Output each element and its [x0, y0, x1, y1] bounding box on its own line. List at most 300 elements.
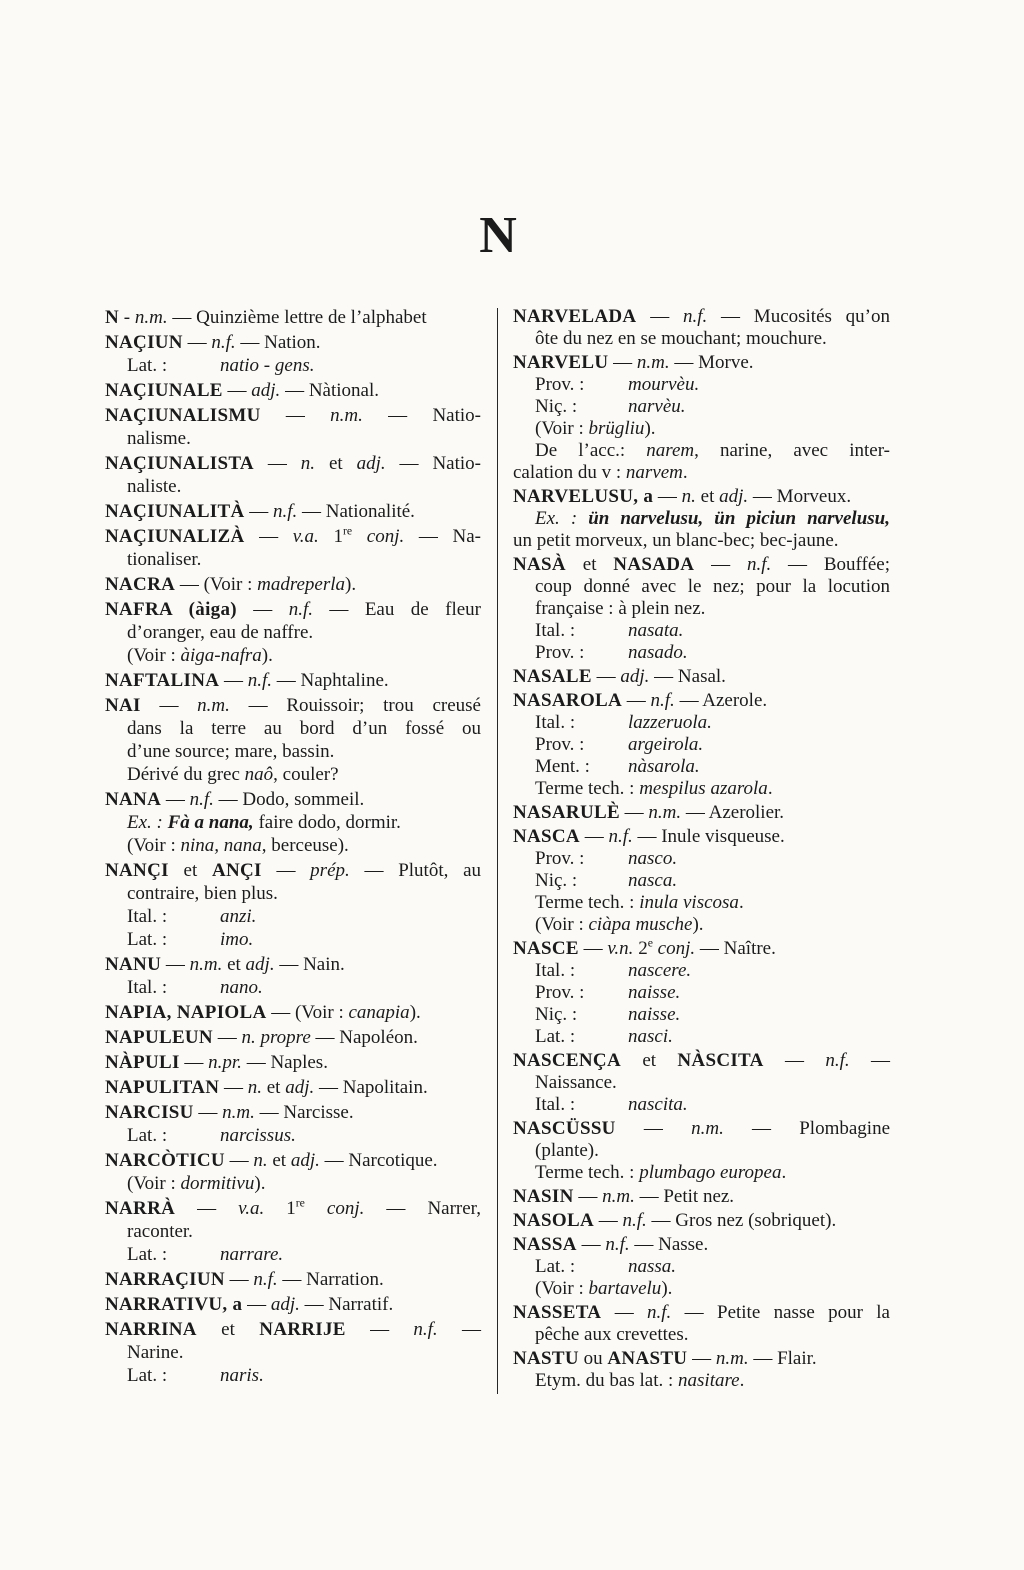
text-segment: De l’acc.: [535, 440, 647, 461]
text-segment: n.f. [247, 670, 273, 691]
entry-headword: N [105, 307, 120, 328]
text-segment: n.f. [622, 1210, 647, 1231]
text-segment: re [342, 524, 353, 538]
text-segment: n.f. [746, 554, 772, 575]
entry-line [513, 1140, 890, 1162]
text-segment: n.m. [189, 954, 223, 975]
text-segment: naliste. [127, 476, 182, 497]
entry-line [105, 1364, 481, 1387]
text-segment: — [161, 954, 190, 975]
text-segment: ). [409, 1002, 421, 1023]
text-segment: n.m. [691, 1118, 724, 1139]
text-segment: plumbago europea [639, 1162, 782, 1183]
text-segment: — [161, 789, 190, 810]
entry-line [513, 848, 890, 870]
text-segment: narrare. [220, 1244, 284, 1265]
text-segment: — Natio- [385, 453, 481, 474]
entry-line [513, 1162, 890, 1184]
dictionary-entry [105, 694, 481, 786]
text-segment: — [591, 666, 621, 687]
text-segment: n. propre [241, 1027, 311, 1048]
text-segment: et [262, 1077, 286, 1098]
language-label: Lat. : [127, 1125, 168, 1146]
text-segment: — Plombagine [723, 1118, 890, 1139]
entry-headword: NASARULÈ [513, 802, 620, 823]
entry-line [513, 1256, 890, 1278]
language-label: Lat. : [127, 1244, 168, 1265]
entry-headword: NASOLA [513, 1210, 594, 1231]
entry-line [513, 1072, 890, 1094]
text-segment: ). [254, 1173, 266, 1194]
text-segment: ). [345, 574, 357, 595]
text-segment: n.m. [197, 695, 230, 716]
dictionary-entry [513, 1210, 890, 1232]
entry-line-head [105, 331, 481, 354]
text-segment: n.f. [608, 826, 633, 847]
text-segment: — [608, 352, 637, 373]
text-segment: canapia [348, 1002, 410, 1023]
entry-line [513, 892, 890, 914]
text-segment: n.m. [330, 405, 363, 426]
entry-headword: NAPULITAN [105, 1077, 220, 1098]
text-segment: adj. [285, 1077, 315, 1098]
dictionary-entry [513, 352, 890, 484]
dictionary-entry [105, 1149, 481, 1195]
entry-headword: NAPIA, NAPIOLA [105, 1002, 267, 1023]
text-segment: — Napolitain. [314, 1077, 428, 1098]
dictionary-entry [105, 1101, 481, 1147]
entry-headword: NAÇIUNALITÀ [105, 501, 245, 522]
entry-headword: ANASTU [607, 1348, 688, 1369]
text-segment: — (Voir : [175, 574, 258, 595]
entry-line [105, 475, 481, 498]
text-segment: (Voir : [535, 1278, 589, 1299]
text-segment: - [119, 307, 135, 328]
text-segment: — [260, 405, 331, 426]
entry-line [513, 712, 890, 734]
text-segment: argeirola. [628, 734, 704, 755]
entry-headword: NASSA [513, 1234, 577, 1255]
text-segment: — [224, 1269, 254, 1290]
entry-line-head [513, 1050, 890, 1072]
text-segment: n.f. [605, 1234, 630, 1255]
entry-line-head [513, 666, 890, 688]
entry-headword: NARRÀ [105, 1198, 176, 1219]
entry-line [513, 1026, 890, 1048]
entry-line [105, 976, 481, 999]
dictionary-entry [513, 938, 890, 1048]
entry-headword: NARRATIVU, a [105, 1294, 243, 1315]
entry-line-head [513, 1118, 890, 1140]
entry-line [105, 1341, 481, 1364]
entry-line-head [105, 500, 481, 523]
text-segment: — [212, 1027, 242, 1048]
text-segment: nasco. [628, 848, 678, 869]
text-segment: calation du v : [513, 462, 626, 483]
text-segment: — Dodo, sommeil. [213, 789, 365, 810]
text-segment: adj. [290, 1150, 320, 1171]
entry-line-head [105, 379, 481, 402]
entry-line [513, 1278, 890, 1300]
text-segment: conj. [657, 938, 696, 959]
text-segment: — [224, 1150, 254, 1171]
text-segment: Dérivé du grec [127, 764, 245, 785]
text-segment: nalisme. [127, 428, 191, 449]
text-segment: nano. [220, 977, 263, 998]
language-label: Prov. : [535, 982, 585, 1003]
text-segment: — Petite nasse pour la [671, 1302, 890, 1323]
entry-line [105, 644, 481, 667]
text-segment: Naissance. [535, 1072, 617, 1093]
entry-line-head [105, 573, 481, 596]
text-segment: d’oranger, eau de naffre. [127, 622, 314, 643]
language-label: Lat. : [127, 355, 168, 376]
text-segment: . [781, 1162, 787, 1183]
text-segment: — Napoléon. [310, 1027, 418, 1048]
dictionary-entry [513, 826, 890, 936]
entry-line [513, 870, 890, 892]
dictionary-entry [513, 1050, 890, 1116]
text-segment: (Voir : [127, 645, 181, 666]
text-segment: — [849, 1050, 891, 1071]
entry-line [105, 717, 481, 740]
entry-line-head [105, 1101, 481, 1124]
text-segment: conj. [366, 526, 405, 547]
text-segment: . [739, 1370, 745, 1391]
language-label: Prov. : [535, 848, 585, 869]
text-segment: n.m. [222, 1102, 255, 1123]
entry-headword: NARRIJE [259, 1319, 346, 1340]
text-segment: et [168, 860, 212, 881]
text-segment: naô [244, 764, 274, 785]
text-segment: narvèu. [628, 396, 686, 417]
column-divider [497, 308, 498, 1394]
text-segment: — [601, 1302, 648, 1323]
dictionary-entry [105, 1001, 481, 1024]
language-label: Lat. : [535, 1256, 576, 1277]
text-segment: — Nationalité. [297, 501, 415, 522]
dictionary-entry [513, 1118, 890, 1184]
text-segment: v.a. [292, 526, 319, 547]
dictionary-entry [105, 1051, 481, 1074]
text-segment: (Voir : [535, 418, 589, 439]
text-segment: prép. [310, 860, 350, 881]
text-segment [305, 1198, 327, 1219]
language-label: Prov. : [535, 734, 585, 755]
text-segment: nascita. [628, 1094, 688, 1115]
dictionary-entry [105, 788, 481, 857]
text-segment: nina, nana [180, 835, 262, 856]
text-segment: — [253, 453, 301, 474]
entry-line [513, 778, 890, 800]
text-segment: — [193, 1102, 223, 1123]
text-segment: — [219, 1077, 248, 1098]
text-segment: narcissus. [220, 1125, 296, 1146]
text-segment: nassa. [628, 1256, 677, 1277]
text-segment: — [653, 486, 682, 507]
entry-line [105, 928, 481, 951]
text-segment: Terme tech. : [535, 892, 640, 913]
entry-line [513, 508, 890, 530]
text-segment: française : à plein nez. [535, 598, 706, 619]
text-segment: — [622, 690, 651, 711]
entry-headword: NASADA [613, 554, 695, 575]
text-segment: adj. [719, 486, 749, 507]
entry-headword: NAÇIUNALE [105, 380, 223, 401]
entry-line-head [105, 1076, 481, 1099]
text-segment: — Eau de fleur [313, 599, 481, 620]
text-segment: — Quinzième lettre de l’alphabet [167, 307, 427, 328]
entry-line-head [513, 690, 890, 712]
language-label: Ital. : [535, 1094, 576, 1115]
entry-line [513, 396, 890, 418]
text-segment: n.f. [825, 1050, 850, 1071]
dictionary-entry [105, 1076, 481, 1099]
dictionary-entry [513, 1234, 890, 1300]
dictionary-entry [513, 306, 890, 350]
entry-line [513, 642, 890, 664]
entry-line [105, 905, 481, 928]
text-segment: — Mucosités qu’on [707, 306, 891, 327]
text-segment: ). [692, 914, 704, 935]
text-segment: — [222, 380, 252, 401]
entry-line-head [105, 953, 481, 976]
text-segment: et [565, 554, 614, 575]
text-segment: n.m. [636, 352, 670, 373]
entry-line [513, 462, 890, 484]
text-segment: adj. [620, 666, 650, 687]
entry-headword: NANA [105, 789, 162, 810]
text-segment: — Gros nez (sobriquet). [646, 1210, 837, 1231]
text-segment: — Morve. [669, 352, 754, 373]
entry-line-head [513, 352, 890, 374]
dictionary-entry [513, 802, 890, 824]
entry-line-head [105, 1268, 481, 1291]
text-segment: àiga-nafra [180, 645, 262, 666]
text-segment: — [573, 1186, 603, 1207]
entry-headword: NASALE [513, 666, 592, 687]
text-segment: — [576, 1234, 606, 1255]
dictionary-entry [105, 1318, 481, 1387]
entry-headword: NARRAÇIUN [105, 1269, 225, 1290]
language-label: Niç. : [535, 396, 578, 417]
text-segment: — [179, 1052, 209, 1073]
text-segment: pêche aux crevettes. [535, 1324, 689, 1345]
text-segment: et [196, 1319, 260, 1340]
text-segment: nasci. [628, 1026, 673, 1047]
entry-line-head [105, 1197, 481, 1220]
text-segment: ). [261, 645, 273, 666]
dictionary-entry [105, 953, 481, 999]
text-segment: n.m. [602, 1186, 635, 1207]
entry-line [105, 548, 481, 571]
entry-line [513, 620, 890, 642]
text-segment: (plante). [535, 1140, 599, 1161]
text-segment: — [261, 860, 311, 881]
entry-line [513, 1324, 890, 1346]
language-label: Ital. : [535, 712, 576, 733]
text-segment: nàsarola. [628, 756, 700, 777]
entry-line [513, 374, 890, 396]
dictionary-entry [513, 690, 890, 800]
entry-line [513, 576, 890, 598]
text-segment: — [615, 1118, 692, 1139]
text-segment: — Nàtional. [280, 380, 379, 401]
entry-line-head [513, 802, 890, 824]
entry-headword: NACRA [105, 574, 176, 595]
entry-headword: NARCÒTICU [105, 1150, 225, 1171]
dictionary-entry [105, 1268, 481, 1291]
language-label: Ital. : [535, 960, 576, 981]
entry-line-head [105, 1318, 481, 1341]
text-segment: — [437, 1319, 482, 1340]
entry-headword: NASTU [513, 1348, 579, 1369]
entry-line-head [513, 938, 890, 960]
entry-line-head [513, 306, 890, 328]
text-segment: adj. [356, 453, 386, 474]
entry-line [513, 440, 890, 462]
entry-line-head [513, 1210, 890, 1232]
entry-headword: NARVELU [513, 352, 609, 373]
dictionary-entry [105, 1293, 481, 1316]
language-label: Ital. : [127, 977, 168, 998]
text-segment: . [682, 462, 688, 483]
entry-line [105, 621, 481, 644]
language-label: Ital. : [535, 620, 576, 641]
entry-line-head [105, 669, 481, 692]
text-segment: — [763, 1050, 826, 1071]
text-segment: — Narratif. [299, 1294, 394, 1315]
text-segment: ou [578, 1348, 608, 1369]
text-segment: n.f. [272, 501, 298, 522]
dictionary-entry [105, 859, 481, 951]
text-segment: nasata. [628, 620, 684, 641]
text-segment: — [593, 1210, 623, 1231]
language-label: Lat. : [127, 1365, 168, 1386]
text-segment: n. [681, 486, 696, 507]
entry-line [513, 1004, 890, 1026]
entry-line-head [513, 554, 890, 576]
text-segment: (Voir : [127, 1173, 181, 1194]
entry-headword: NAPULEUN [105, 1027, 213, 1048]
text-segment: et [620, 1050, 678, 1071]
text-segment: mespilus azarola [639, 778, 768, 799]
entry-headword: NAFTALINA [105, 670, 220, 691]
text-segment: , couler? [273, 764, 339, 785]
dictionary-entry [105, 573, 481, 596]
entry-headword: NANU [105, 954, 162, 975]
text-segment: imo. [220, 929, 254, 950]
text-segment: v.n. [607, 938, 634, 959]
entry-headword: NARCISU [105, 1102, 194, 1123]
text-segment: ciàpa musche [588, 914, 693, 935]
text-segment: n. [253, 1150, 268, 1171]
entry-line [513, 756, 890, 778]
text-segment: — Plutôt, au [349, 860, 482, 881]
text-segment: Etym. du bas lat. : [535, 1370, 679, 1391]
language-label: Ital. : [127, 906, 168, 927]
entry-headword: NASCE [513, 938, 579, 959]
text-segment: n.m. [648, 802, 682, 823]
entry-headword: NARVELUSU, a [513, 486, 654, 507]
text-segment: , berceuse). [261, 835, 349, 856]
text-segment: bartavelu [588, 1278, 662, 1299]
text-segment: naris. [220, 1365, 264, 1386]
dictionary-entry [105, 669, 481, 692]
text-segment: adj. [245, 954, 275, 975]
entry-line [513, 1370, 890, 1392]
entry-headword: NASCA [513, 826, 580, 847]
text-segment: — Nasse. [629, 1234, 709, 1255]
text-segment: nascere. [628, 960, 692, 981]
language-label: Niç. : [535, 870, 578, 891]
entry-line [105, 740, 481, 763]
entry-headword: NASÀ [513, 554, 566, 575]
text-segment: . [738, 892, 744, 913]
text-segment: — [175, 1198, 239, 1219]
entry-line-head [105, 1149, 481, 1172]
text-segment: naisse. [628, 982, 681, 1003]
dictionary-entry [105, 331, 481, 377]
entry-headword: NANÇI [105, 860, 169, 881]
dictionary-column-right [513, 306, 890, 1394]
text-segment: — Petit nez. [634, 1186, 735, 1207]
text-segment: — [244, 526, 293, 547]
language-label: Niç. : [535, 1004, 578, 1025]
text-segment: — Morveux. [748, 486, 852, 507]
entry-headword: NASCENÇA [513, 1050, 621, 1071]
text-segment: nasitare [678, 1370, 740, 1391]
text-segment: Ex. : [535, 508, 589, 529]
text-segment: — [694, 554, 747, 575]
dictionary-entry [105, 500, 481, 523]
text-segment: dormitivu [180, 1173, 255, 1194]
text-segment: , narine, avec inter- [694, 440, 890, 461]
entry-headword: NASSETA [513, 1302, 602, 1323]
dictionary-entry [105, 1197, 481, 1266]
text-segment: . [767, 778, 773, 799]
entry-line-head [105, 1001, 481, 1024]
dictionary-entry [105, 1026, 481, 1049]
entry-headword: NAÇIUNALISMU [105, 405, 261, 426]
text-segment: un petit morveux, un blanc-bec; bec-jaune. [513, 530, 839, 551]
text-segment: 1 [264, 1198, 296, 1219]
text-segment: conj. [326, 1198, 365, 1219]
dictionary-entry [513, 486, 890, 552]
text-segment: — [244, 501, 273, 522]
text-segment: — [345, 1319, 414, 1340]
text-segment: — Naître. [695, 938, 776, 959]
text-segment: — Azerolier. [681, 802, 785, 823]
entry-line [513, 530, 890, 552]
text-segment: — Narrer, [364, 1198, 481, 1219]
language-label: Ment. : [535, 756, 590, 777]
text-segment: et [267, 1150, 291, 1171]
entry-line [513, 418, 890, 440]
text-segment: Terme tech. : [535, 778, 640, 799]
text-segment: — [636, 306, 683, 327]
text-segment: n. [300, 453, 316, 474]
dictionary-entry [105, 306, 481, 329]
text-segment: contraire, bien plus. [127, 883, 278, 904]
entry-line [513, 734, 890, 756]
text-segment: — Na- [404, 526, 482, 547]
text-segment: — [140, 695, 198, 716]
text-segment: — Inule visqueuse. [632, 826, 785, 847]
text-segment: — Naples. [241, 1052, 328, 1073]
text-segment: nasado. [628, 642, 688, 663]
text-segment [352, 526, 367, 547]
